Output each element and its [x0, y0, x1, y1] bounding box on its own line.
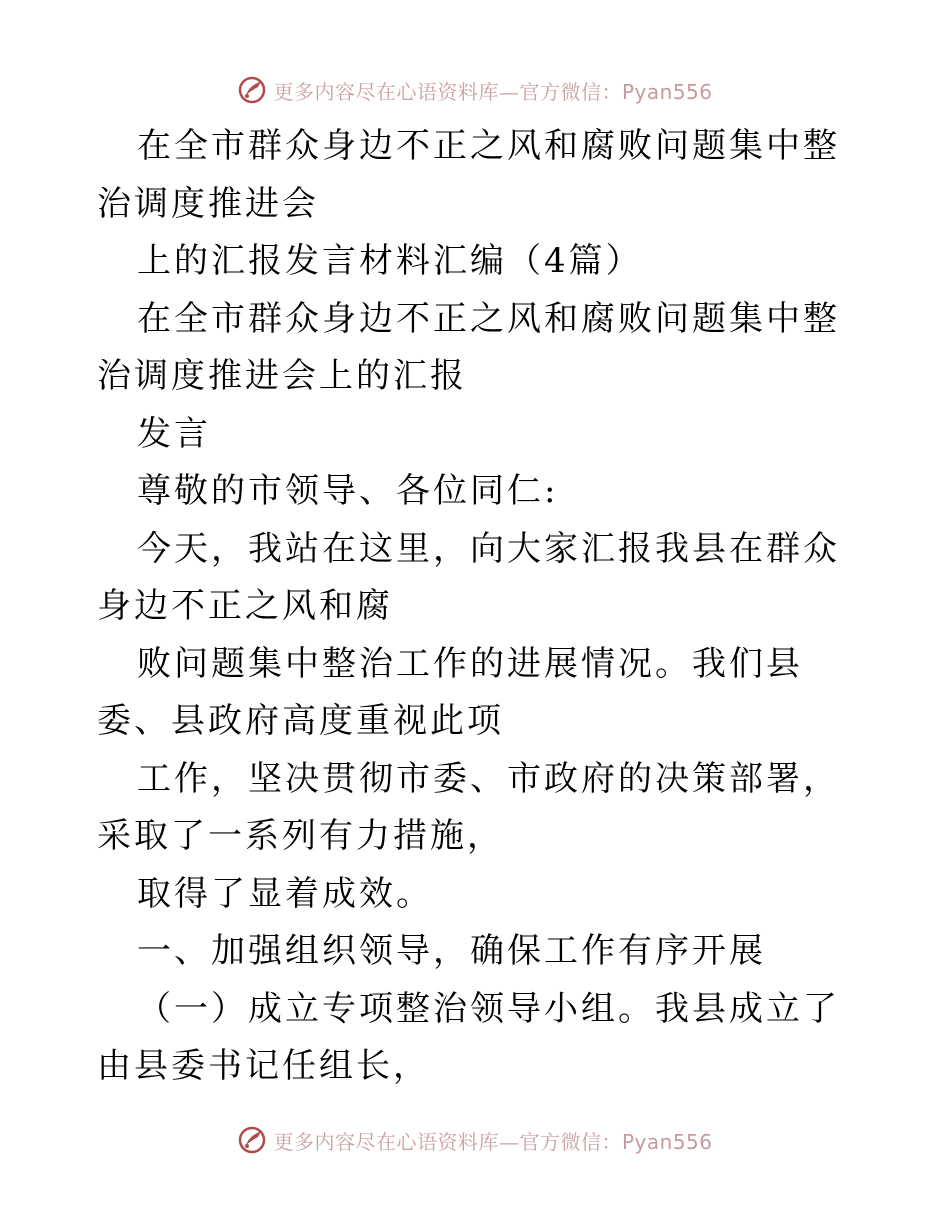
doc-title-line-1: 在全市群众身边不正之风和腐败问题集中整治调度推进会: [97, 126, 840, 224]
body-paragraph: 取得了显着成效。: [137, 873, 433, 914]
doc-title-line-2: 上的汇报发言材料汇编（4篇）: [137, 241, 643, 281]
header-watermark-text: 更多内容尽在心语资料库—官方微信：Pyan556: [273, 79, 713, 104]
brush-seal-logo-icon: [237, 75, 267, 105]
section-heading: 一、加强组织领导，确保工作有序开展: [137, 931, 766, 971]
document-body: [97, 118, 857, 1096]
body-paragraph: 工作，坚决贯彻市委、市政府的决策部署，采取了一系列有力措施，: [97, 758, 840, 856]
brush-seal-logo-icon: [237, 1125, 267, 1155]
body-paragraph: （一）成立专项整治领导小组。我县成立了由县委书记任组长，: [97, 988, 840, 1086]
footer-watermark-text: 更多内容尽在心语资料库—官方微信：Pyan556: [273, 1129, 713, 1154]
body-paragraph: 今天，我站在这里，向大家汇报我县在群众身边不正之风和腐: [97, 528, 840, 626]
speech-title-line-2: 发言: [137, 413, 211, 454]
salutation: 尊敬的市领导、各位同仁:: [137, 471, 559, 511]
speech-title-line-1: 在全市群众身边不正之风和腐败问题集中整治调度推进会上的汇报: [97, 298, 840, 396]
header-watermark-banner: [0, 70, 950, 110]
footer-watermark-banner: [0, 1120, 950, 1160]
body-paragraph: 败问题集中整治工作的进展情况。我们县委、县政府高度重视此项: [97, 643, 803, 741]
